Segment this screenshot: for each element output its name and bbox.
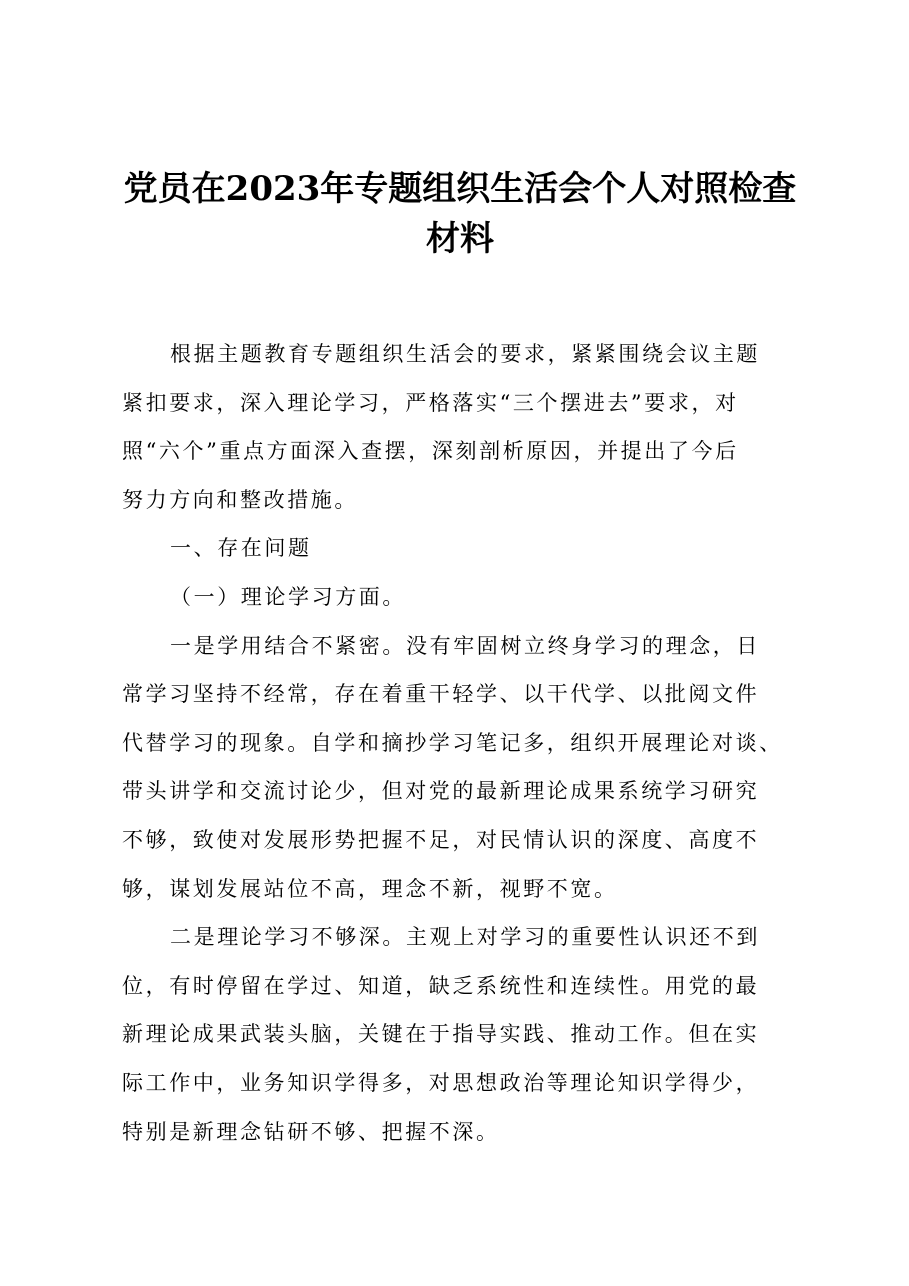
body-line: 根据主题教育专题组织生活会的要求，紧紧围绕会议主题 xyxy=(170,342,760,366)
body-line: 常学习坚持不经常，存在着重干轻学、以干代学、以批阅文件 xyxy=(122,682,760,707)
body-line: 不够，致使对发展形势把握不足，对民情认识的深度、高度不 xyxy=(122,827,760,852)
body-line: 二是理论学习不够深。主观上对学习的重要性认识还不到 xyxy=(170,925,760,950)
body-line: 努力方向和整改措施。 xyxy=(122,487,358,512)
document-title xyxy=(110,164,810,264)
subsection-heading: （一）理论学习方面。 xyxy=(170,584,406,609)
body-line: 带头讲学和交流讨论少，但对党的最新理论成果系统学习研究 xyxy=(122,779,760,804)
body-line: 一是学用结合不紧密。没有牢固树立终身学习的理念，日 xyxy=(170,633,760,658)
body-line: 位，有时停留在学过、知道，缺乏系统性和连续性。用党的最 xyxy=(122,973,760,998)
body-line: 特别是新理念钻研不够、把握不深。 xyxy=(122,1119,500,1144)
body-line: 代替学习的现象。自学和摘抄学习笔记多，组织开展理论对谈、 xyxy=(122,730,783,755)
body-line: 新理论成果武装头脑，关键在于指导实践、推动工作。但在实 xyxy=(122,1022,760,1047)
title-line-1: 党员在2023年专题组织生活会个人对照检查 xyxy=(123,169,797,209)
body-line: 照“六个”重点方面深入查摆，深刻剖析原因，并提出了今后 xyxy=(122,439,739,464)
body-line: 够，谋划发展站位不高，理念不新，视野不宽。 xyxy=(122,876,618,901)
body-line: 际工作中，业务知识学得多，对思想政治等理论知识学得少， xyxy=(122,1070,760,1095)
body-line: 紧扣要求，深入理论学习，严格落实“三个摆进去”要求，对 xyxy=(122,390,739,415)
document-body xyxy=(122,330,812,1156)
title-line-2: 材料 xyxy=(426,219,494,259)
section-heading: 一、存在问题 xyxy=(170,536,312,561)
